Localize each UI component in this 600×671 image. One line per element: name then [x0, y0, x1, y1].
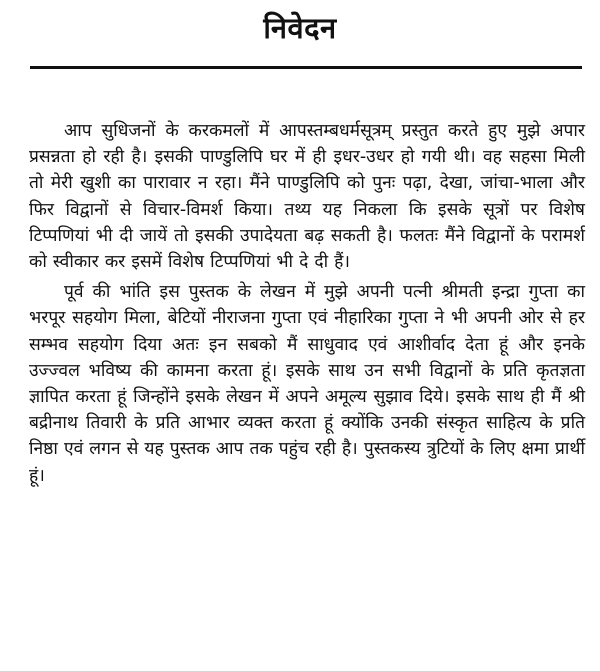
paragraph-1: आप सुधिजनों के करकमलों में आपस्तम्बधर्मसूत्रम् प्रस्तुत करते हुए मुझे अपार प्रसन्नता हो रही है। इसकी पाण्डुलिपि घर में ही इधर-उधर हो गयी थी। वह सहसा मिली तो मेरी खुशी का पारावार न रहा। मैंने पाण्डुलिपि को पुनः पढ़ा, देखा, जांचा-भाला और फिर विद्वानों से विचार-विमर्श किया। तथ्य यह निकला कि इसके सूत्रों पर विशेष टिप्पणियां भी दी जायें तो इसकी उपादेयता बढ़ सकती है। फलतः मैंने विद्वानों के परामर्श को स्वीकार कर इसमें विशेष टिप्पणियां भी दे दी हैं।	[29, 121, 585, 273]
title-divider	[30, 66, 582, 69]
paragraph-2: पूर्व की भांति इस पुस्तक के लेखन में मुझे अपनी पत्नी श्रीमती इन्द्रा गुप्ता का भरपूर सहयोग मिला, बेटियों नीराजना गुप्ता एवं नीहारिका गुप्ता ने भी अपनी ओर से हर सम्भव सहयोग दिया अतः इन सबको मैं साधुवाद एवं आशीर्वाद देता हूं और इनके उज्ज्वल भविष्य की कामना करता हूं। इसके साथ उन सभी विद्वानों के प्रति कृतज्ञता ज्ञापित करता हूं जिन्होंने इसके लेखन में अपने अमूल्य सुझाव दिये। इसके साथ ही मैं श्री बद्रीनाथ तिवारी के प्रति आभार व्यक्त करता हूं क्योंकि उनकी संस्कृत साहित्य के प्रति निष्ठा एवं लगन से यह पुस्तक आप तक पहुंच रही है। पुस्तकस्य त्रुटियों के लिए क्षमा प्रार्थी हूं।	[29, 282, 585, 486]
page-title: निवेदन	[263, 11, 337, 45]
document-body	[29, 118, 585, 489]
